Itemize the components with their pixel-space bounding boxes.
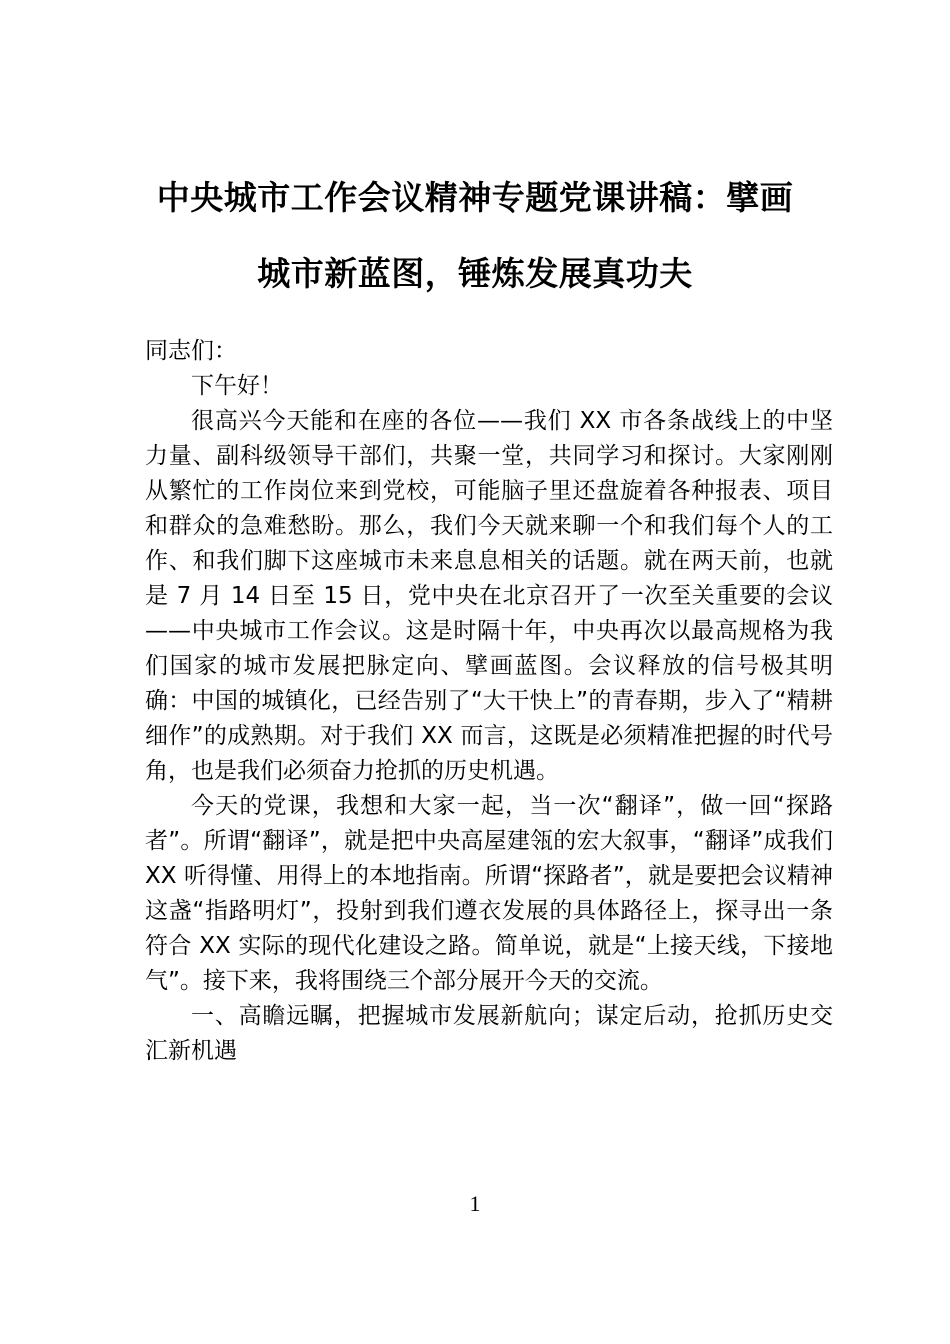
section-heading: 一、高瞻远瞩，把握城市发展新航向；谋定后动，抢抓历史交汇新机遇	[145, 1003, 833, 1064]
greeting: 下午好！	[191, 373, 283, 399]
page-number: 1	[469, 1191, 481, 1216]
body-paragraph: 很高兴今天能和在座的各位——我们 XX 市各条战线上的中坚力量、副科级领导干部们，共聚一堂，共同学习和探讨。大家刚刚从繁忙的工作岗位来到党校，可能脑子里还盘旋着各种报表、项目和群众的急难愁盼。那么，我们今天就来聊一个和我们每个人的工作、和我们脚下这座城市未来息息相关的话题。就在两天前，也就是 7 月 14 日至 15 日，党中央在北京召开了一次至关重要的会议——中央城市工作会议。这是时隔十年，中央再次以最高规格为我们国家的城市发展把脉定向、擘画蓝图。会议释放的信号极其明确：中国的城镇化，已经告别了“大干快上”的青春期，步入了“精耕细作”的成熟期。对于我们 XX 而言，这既是必须精准把握的时代号角，也是我们必须奋力抢抓的历史机遇。	[145, 408, 833, 784]
body-paragraph: 今天的党课，我想和大家一起，当一次“翻译”，做一回“探路者”。所谓“翻译”，就是把中央高屋建瓴的宏大叙事，“翻译”成我们 XX 听得懂、用得上的本地指南。所谓“探路者”，就是要把会议精神这盏“指路明灯”，投射到我们遵衣发展的具体路径上，探寻出一条符合 XX 实际的现代化建设之路。简单说，就是“上接天线，下接地气”。接下来，我将围绕三个部分展开今天的交流。	[145, 793, 833, 994]
document-title: 中央城市工作会议精神专题党课讲稿：擘画城市新蓝图，锤炼发展真功夫	[156, 178, 794, 293]
document-body	[145, 334, 833, 1069]
salutation: 同志们：	[145, 338, 237, 364]
